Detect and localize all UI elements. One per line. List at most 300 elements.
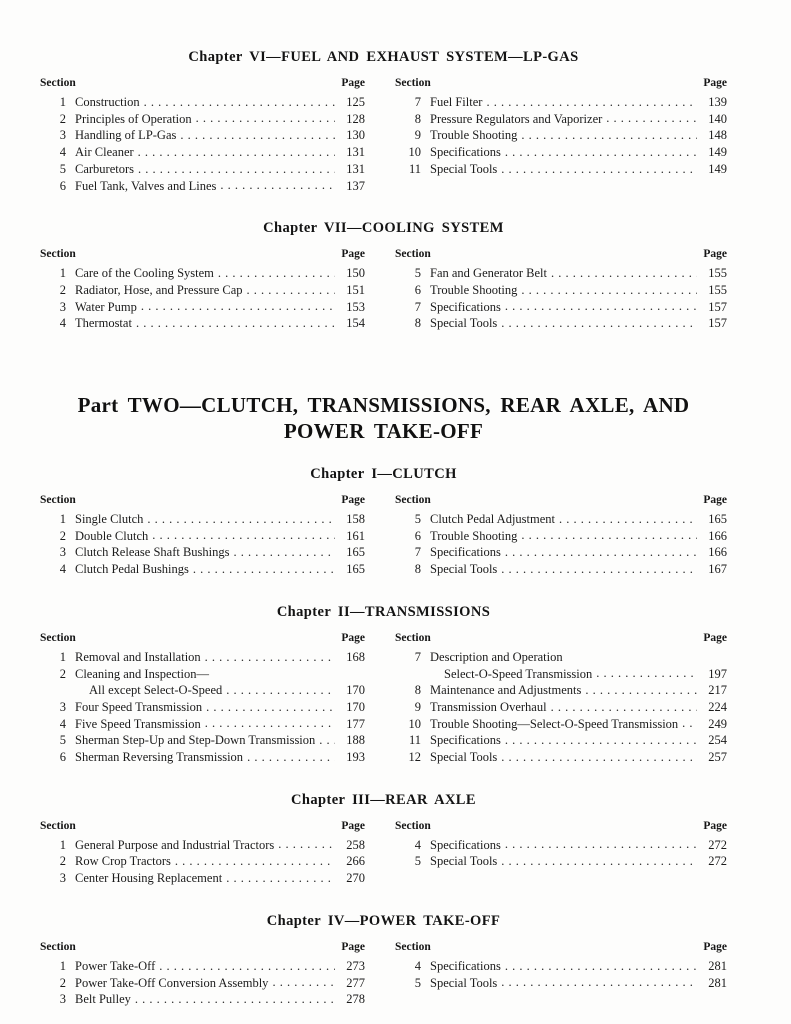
row-page: 170 bbox=[346, 683, 365, 698]
row-page: 157 bbox=[708, 299, 727, 314]
chapter-columns bbox=[40, 631, 727, 766]
toc-row bbox=[40, 682, 365, 699]
row-page: 270 bbox=[346, 871, 365, 886]
chapter-title: Chapter IV—POWER TAKE-OFF bbox=[266, 912, 501, 929]
row-title: Fan and Generator Belt bbox=[430, 266, 547, 281]
row-title: Center Housing Replacement bbox=[75, 871, 223, 886]
column-header bbox=[40, 493, 365, 508]
toc-row bbox=[40, 144, 365, 161]
row-page: 249 bbox=[708, 716, 727, 731]
row-title: Sherman Reversing Transmission bbox=[75, 750, 244, 765]
row-page: 155 bbox=[708, 282, 727, 297]
row-page: 148 bbox=[708, 128, 727, 143]
row-page: 161 bbox=[346, 528, 365, 543]
dot-leader bbox=[137, 144, 335, 161]
row-title: Special Tools bbox=[430, 562, 498, 577]
row-page: 153 bbox=[346, 299, 365, 314]
dot-leader bbox=[558, 511, 697, 528]
page-label: Page bbox=[341, 494, 365, 507]
row-title: Removal and Installation bbox=[75, 649, 201, 664]
toc-row bbox=[40, 699, 365, 716]
row-page: 254 bbox=[708, 733, 727, 748]
dot-leader bbox=[135, 315, 335, 332]
row-title: Select-O-Speed Transmission bbox=[444, 666, 593, 681]
dot-leader bbox=[277, 837, 335, 854]
toc-row bbox=[40, 732, 365, 749]
dot-leader bbox=[179, 127, 335, 144]
row-title: Single Clutch bbox=[75, 512, 144, 527]
row-page: 166 bbox=[708, 528, 727, 543]
row-number: 11 bbox=[408, 733, 421, 748]
row-page: 149 bbox=[708, 161, 727, 176]
toc-row bbox=[40, 161, 365, 178]
row-page: 139 bbox=[708, 95, 727, 109]
dot-leader bbox=[217, 265, 335, 282]
row-title: Specifications bbox=[430, 837, 501, 852]
chapter-title: Chapter II—TRANSMISSIONS bbox=[276, 603, 491, 620]
toc-row bbox=[395, 315, 727, 332]
dot-leader bbox=[151, 528, 335, 545]
row-number: 1 bbox=[59, 95, 66, 109]
chapter-block bbox=[40, 49, 727, 194]
column-header bbox=[395, 940, 727, 955]
chapter-columns bbox=[40, 940, 727, 1008]
toc-column-left bbox=[40, 493, 365, 578]
dot-leader bbox=[137, 161, 335, 178]
row-number: 1 bbox=[59, 837, 66, 852]
row-page: 137 bbox=[346, 178, 365, 193]
row-title: Trouble Shooting bbox=[430, 282, 518, 297]
row-title: Principles of Operation bbox=[75, 111, 192, 126]
toc-row bbox=[40, 975, 365, 992]
row-number: 3 bbox=[59, 871, 66, 886]
dot-leader bbox=[520, 528, 697, 545]
row-title: Clutch Release Shaft Bushings bbox=[75, 545, 230, 560]
row-page: 217 bbox=[708, 683, 727, 698]
toc-row bbox=[40, 528, 365, 545]
section-label: Section bbox=[40, 494, 76, 507]
row-title: Power Take-Off Conversion Assembly bbox=[75, 975, 269, 990]
row-title: Description and Operation bbox=[430, 649, 563, 664]
toc-row bbox=[395, 837, 727, 854]
row-title: Clutch Pedal Bushings bbox=[75, 562, 189, 577]
row-number: 2 bbox=[59, 666, 66, 681]
row-title: Specifications bbox=[430, 958, 501, 973]
row-page: 193 bbox=[346, 750, 365, 765]
row-number: 3 bbox=[59, 545, 66, 560]
toc-column-left bbox=[40, 940, 365, 1008]
toc-row bbox=[40, 649, 365, 666]
toc-row bbox=[395, 511, 727, 528]
row-page: 149 bbox=[708, 145, 727, 160]
row-page: 281 bbox=[708, 975, 727, 990]
toc-row bbox=[395, 111, 727, 128]
dot-leader bbox=[605, 111, 697, 128]
row-title: Special Tools bbox=[430, 854, 498, 869]
toc-row bbox=[40, 716, 365, 733]
row-number: 4 bbox=[59, 562, 66, 577]
row-number: 8 bbox=[414, 316, 421, 331]
row-number: 11 bbox=[408, 161, 421, 176]
toc-row bbox=[395, 127, 727, 144]
row-number: 9 bbox=[414, 699, 421, 714]
toc-row bbox=[40, 749, 365, 766]
section-label: Section bbox=[395, 631, 431, 644]
toc-row bbox=[40, 111, 365, 128]
row-title: Transmission Overhaul bbox=[430, 699, 547, 714]
dot-leader bbox=[246, 282, 335, 299]
page-label: Page bbox=[703, 819, 727, 832]
dot-leader bbox=[195, 111, 335, 128]
dot-leader bbox=[500, 161, 697, 178]
toc-column-right bbox=[395, 631, 727, 766]
dot-leader bbox=[140, 299, 335, 316]
section-label: Section bbox=[40, 940, 76, 953]
dot-leader bbox=[550, 265, 697, 282]
part-heading-line: Part TWO—CLUTCH, TRANSMISSIONS, REAR AXLE, AND bbox=[77, 393, 690, 418]
row-page: 277 bbox=[346, 975, 365, 990]
dot-leader bbox=[271, 975, 335, 992]
toc-row bbox=[40, 178, 365, 195]
row-title: Double Clutch bbox=[75, 528, 149, 543]
row-title: Trouble Shooting bbox=[430, 528, 518, 543]
row-page: 197 bbox=[708, 666, 727, 681]
row-title: Row Crop Tractors bbox=[75, 854, 171, 869]
row-page: 170 bbox=[346, 699, 365, 714]
dot-leader bbox=[500, 975, 697, 992]
row-number: 4 bbox=[59, 316, 66, 331]
dot-leader bbox=[500, 749, 697, 766]
row-title: Carburetors bbox=[75, 161, 135, 176]
row-number: 10 bbox=[408, 145, 421, 160]
row-number: 7 bbox=[414, 95, 421, 109]
dot-leader bbox=[246, 749, 335, 766]
toc-row bbox=[395, 716, 727, 733]
row-title: Special Tools bbox=[430, 316, 498, 331]
row-page: 177 bbox=[346, 716, 365, 731]
dot-leader bbox=[584, 682, 697, 699]
dot-leader bbox=[681, 716, 697, 733]
toc-row bbox=[395, 699, 727, 716]
row-page: 278 bbox=[346, 992, 365, 1007]
row-page: 125 bbox=[346, 95, 365, 109]
row-page: 151 bbox=[346, 282, 365, 297]
toc-row bbox=[40, 561, 365, 578]
dot-leader bbox=[318, 732, 335, 749]
dot-leader bbox=[225, 682, 335, 699]
row-page: 168 bbox=[346, 649, 365, 664]
chapter-block bbox=[40, 792, 727, 887]
toc-row bbox=[395, 544, 727, 561]
row-number: 5 bbox=[59, 733, 66, 748]
toc-row bbox=[40, 127, 365, 144]
toc-row bbox=[40, 282, 365, 299]
chapter-columns bbox=[40, 247, 727, 332]
dot-leader bbox=[520, 282, 697, 299]
row-title: All except Select-O-Speed bbox=[89, 683, 223, 698]
row-title: Specifications bbox=[430, 545, 501, 560]
row-number: 2 bbox=[59, 975, 66, 990]
row-number: 3 bbox=[59, 128, 66, 143]
chapter-block bbox=[40, 466, 727, 578]
row-number: 1 bbox=[59, 958, 66, 973]
toc-row bbox=[40, 94, 365, 111]
section-label: Section bbox=[395, 494, 431, 507]
section-label: Section bbox=[40, 77, 76, 89]
chapter-title: Chapter VII—COOLING SYSTEM bbox=[263, 220, 504, 237]
row-title: Special Tools bbox=[430, 161, 498, 176]
row-number: 1 bbox=[59, 649, 66, 664]
chapter-block bbox=[40, 220, 727, 332]
dot-leader bbox=[225, 870, 335, 887]
chapter-columns bbox=[40, 76, 727, 194]
page-label: Page bbox=[341, 940, 365, 953]
row-number: 8 bbox=[414, 111, 421, 126]
row-title: Radiator, Hose, and Pressure Cap bbox=[75, 282, 243, 297]
section-label: Section bbox=[40, 631, 76, 644]
dot-leader bbox=[504, 837, 697, 854]
dot-leader bbox=[500, 561, 697, 578]
dot-leader bbox=[219, 178, 335, 195]
toc-row bbox=[40, 299, 365, 316]
row-number: 3 bbox=[59, 992, 66, 1007]
page-label: Page bbox=[341, 77, 365, 89]
page-label: Page bbox=[341, 631, 365, 644]
row-number: 7 bbox=[414, 649, 421, 664]
row-title: Power Take-Off bbox=[75, 958, 156, 973]
row-title: Four Speed Transmission bbox=[75, 699, 203, 714]
row-page: 188 bbox=[346, 733, 365, 748]
toc-row bbox=[395, 299, 727, 316]
dot-leader bbox=[204, 649, 335, 666]
chapter-title: Chapter I—CLUTCH bbox=[310, 466, 457, 483]
row-number: 4 bbox=[59, 145, 66, 160]
dot-leader bbox=[174, 853, 335, 870]
row-title: Maintenance and Adjustments bbox=[430, 683, 582, 698]
dot-leader bbox=[143, 94, 335, 111]
row-number: 2 bbox=[59, 111, 66, 126]
dot-leader bbox=[134, 991, 335, 1008]
dot-leader bbox=[192, 561, 335, 578]
row-number: 3 bbox=[59, 699, 66, 714]
row-page: 273 bbox=[346, 958, 365, 973]
toc-column-right bbox=[395, 76, 727, 194]
row-number: 3 bbox=[59, 299, 66, 314]
row-title: Belt Pulley bbox=[75, 992, 131, 1007]
row-number: 5 bbox=[414, 266, 421, 281]
column-header bbox=[40, 940, 365, 955]
dot-leader bbox=[504, 144, 697, 161]
column-header bbox=[395, 247, 727, 262]
toc-row bbox=[395, 561, 727, 578]
part-heading bbox=[40, 392, 727, 444]
page-label: Page bbox=[703, 940, 727, 953]
column-header bbox=[40, 247, 365, 262]
row-number: 6 bbox=[59, 750, 66, 765]
dot-leader bbox=[485, 94, 697, 111]
section-label: Section bbox=[40, 248, 76, 261]
toc-row bbox=[395, 528, 727, 545]
toc-row bbox=[395, 666, 727, 683]
part-heading-line: POWER TAKE-OFF bbox=[283, 419, 484, 444]
section-label: Section bbox=[40, 819, 76, 832]
section-label: Section bbox=[395, 77, 431, 89]
row-page: 140 bbox=[708, 111, 727, 126]
toc-row bbox=[40, 853, 365, 870]
toc-row bbox=[40, 837, 365, 854]
row-number: 5 bbox=[59, 161, 66, 176]
toc-row bbox=[40, 870, 365, 887]
row-title: Air Cleaner bbox=[75, 145, 134, 160]
toc-row bbox=[40, 511, 365, 528]
row-number: 12 bbox=[408, 750, 421, 765]
row-page: 165 bbox=[346, 545, 365, 560]
dot-leader bbox=[233, 544, 336, 561]
toc-row bbox=[395, 975, 727, 992]
row-title: General Purpose and Industrial Tractors bbox=[75, 837, 275, 852]
column-header bbox=[40, 631, 365, 646]
row-page: 128 bbox=[346, 111, 365, 126]
row-title: Fuel Tank, Valves and Lines bbox=[75, 178, 217, 193]
dot-leader bbox=[504, 299, 697, 316]
row-page: 165 bbox=[708, 512, 727, 527]
toc-row bbox=[395, 265, 727, 282]
chapter-title: Chapter VI—FUEL AND EXHAUST SYSTEM—LP-GAS bbox=[188, 49, 579, 65]
page-label: Page bbox=[341, 819, 365, 832]
row-number: 5 bbox=[414, 854, 421, 869]
row-page: 167 bbox=[708, 562, 727, 577]
toc-column-left bbox=[40, 247, 365, 332]
toc-row bbox=[40, 958, 365, 975]
row-number: 2 bbox=[59, 528, 66, 543]
row-number: 10 bbox=[408, 716, 421, 731]
toc-row bbox=[395, 958, 727, 975]
dot-leader bbox=[504, 958, 697, 975]
toc-row bbox=[395, 853, 727, 870]
row-number: 6 bbox=[59, 178, 66, 193]
row-page: 131 bbox=[346, 145, 365, 160]
row-title: Trouble Shooting bbox=[430, 128, 518, 143]
row-title: Specifications bbox=[430, 145, 501, 160]
toc-row bbox=[40, 666, 365, 683]
toc-row bbox=[395, 749, 727, 766]
page-label: Page bbox=[703, 631, 727, 644]
dot-leader bbox=[595, 666, 697, 683]
row-title: Specifications bbox=[430, 733, 501, 748]
row-page: 224 bbox=[708, 699, 727, 714]
row-page: 281 bbox=[708, 958, 727, 973]
row-page: 150 bbox=[346, 266, 365, 281]
toc-column-right bbox=[395, 493, 727, 578]
section-label: Section bbox=[395, 248, 431, 261]
row-number: 4 bbox=[414, 958, 421, 973]
toc-row bbox=[40, 544, 365, 561]
page-label: Page bbox=[703, 248, 727, 261]
row-title: Thermostat bbox=[75, 316, 132, 331]
row-number: 6 bbox=[414, 528, 421, 543]
row-page: 165 bbox=[346, 562, 365, 577]
chapter-block bbox=[40, 913, 727, 1008]
row-page: 130 bbox=[346, 128, 365, 143]
toc-column-right bbox=[395, 940, 727, 1008]
toc-row bbox=[40, 991, 365, 1008]
page-label: Page bbox=[703, 494, 727, 507]
row-number: 5 bbox=[414, 975, 421, 990]
toc-row bbox=[395, 161, 727, 178]
row-number: 1 bbox=[59, 512, 66, 527]
column-header bbox=[395, 493, 727, 508]
toc-column-left bbox=[40, 819, 365, 887]
toc-row bbox=[395, 94, 727, 111]
row-title: Fuel Filter bbox=[430, 95, 483, 109]
row-title: Special Tools bbox=[430, 975, 498, 990]
section-label: Section bbox=[395, 940, 431, 953]
dot-leader bbox=[204, 716, 335, 733]
row-number: 4 bbox=[414, 837, 421, 852]
row-number: 6 bbox=[414, 282, 421, 297]
row-title: Pressure Regulators and Vaporizer bbox=[430, 111, 603, 126]
row-title: Construction bbox=[75, 95, 140, 109]
row-title: Five Speed Transmission bbox=[75, 716, 201, 731]
toc-row bbox=[395, 732, 727, 749]
toc-row bbox=[395, 682, 727, 699]
row-page: 131 bbox=[346, 161, 365, 176]
row-title: Handling of LP-Gas bbox=[75, 128, 177, 143]
row-title: Clutch Pedal Adjustment bbox=[430, 512, 555, 527]
row-title: Cleaning and Inspection— bbox=[75, 666, 209, 681]
row-number: 2 bbox=[59, 854, 66, 869]
toc-row bbox=[40, 265, 365, 282]
dot-leader bbox=[520, 127, 697, 144]
row-title: Sherman Step-Up and Step-Down Transmission bbox=[75, 733, 316, 748]
row-title: Care of the Cooling System bbox=[75, 266, 214, 281]
chapter-block bbox=[40, 604, 727, 766]
dot-leader bbox=[500, 853, 697, 870]
dot-leader bbox=[205, 699, 335, 716]
page-label: Page bbox=[703, 77, 727, 89]
dot-leader bbox=[146, 511, 335, 528]
column-header bbox=[395, 76, 727, 91]
row-title: Specifications bbox=[430, 299, 501, 314]
row-page: 157 bbox=[708, 316, 727, 331]
column-header bbox=[40, 819, 365, 834]
dot-leader bbox=[504, 732, 697, 749]
toc-column-left bbox=[40, 76, 365, 194]
row-number: 8 bbox=[414, 683, 421, 698]
toc-row bbox=[395, 282, 727, 299]
column-header bbox=[395, 631, 727, 646]
row-page: 272 bbox=[708, 837, 727, 852]
row-page: 155 bbox=[708, 266, 727, 281]
dot-leader bbox=[550, 699, 697, 716]
toc-column-right bbox=[395, 819, 727, 887]
toc-row bbox=[395, 649, 727, 666]
toc-row bbox=[395, 144, 727, 161]
column-header bbox=[40, 76, 365, 91]
column-header bbox=[395, 819, 727, 834]
chapter-columns bbox=[40, 819, 727, 887]
row-page: 272 bbox=[708, 854, 727, 869]
dot-leader bbox=[500, 315, 697, 332]
toc-column-right bbox=[395, 247, 727, 332]
section-label: Section bbox=[395, 819, 431, 832]
row-page: 158 bbox=[346, 512, 365, 527]
row-number: 8 bbox=[414, 562, 421, 577]
row-title: Water Pump bbox=[75, 299, 137, 314]
dot-leader bbox=[158, 958, 335, 975]
row-number: 5 bbox=[414, 512, 421, 527]
chapter-columns bbox=[40, 493, 727, 578]
